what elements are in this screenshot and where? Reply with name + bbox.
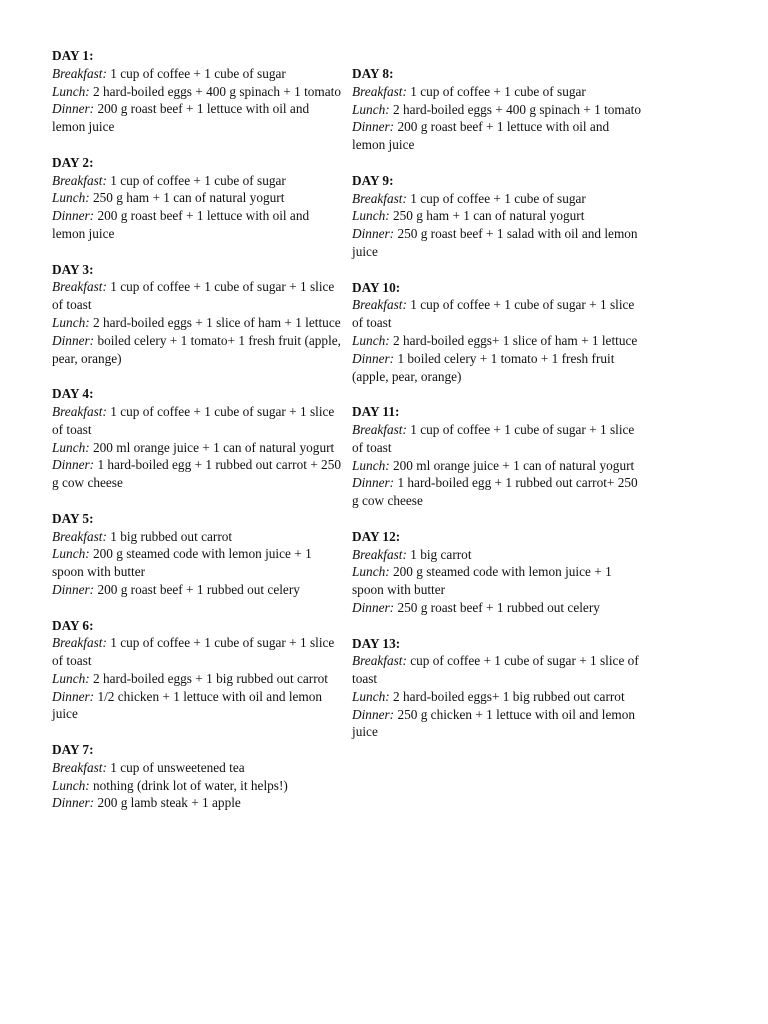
breakfast-text: 1 cup of coffee + 1 cube of sugar + 1 slice of toast bbox=[52, 279, 335, 313]
day-block bbox=[352, 528, 642, 617]
lunch-line bbox=[352, 101, 642, 119]
lunch-text: 250 g ham + 1 can of natural yogurt bbox=[93, 190, 285, 206]
dinner-label: Dinner: bbox=[352, 119, 395, 135]
dinner-label: Dinner: bbox=[52, 688, 95, 704]
dinner-text: 200 g lamb steak + 1 apple bbox=[97, 795, 241, 811]
lunch-line bbox=[352, 207, 642, 225]
lunch-label: Lunch: bbox=[352, 564, 390, 580]
day-title: DAY 12: bbox=[352, 528, 401, 544]
dinner-text: 250 g roast beef + 1 rubbed out celery bbox=[397, 599, 600, 615]
breakfast-line bbox=[352, 190, 642, 208]
lunch-label: Lunch: bbox=[352, 332, 390, 348]
dinner-text: 200 g roast beef + 1 rubbed out celery bbox=[97, 581, 300, 597]
breakfast-line bbox=[352, 546, 642, 564]
dinner-line bbox=[52, 688, 342, 724]
breakfast-label: Breakfast: bbox=[352, 83, 407, 99]
day-title: DAY 10: bbox=[352, 279, 401, 295]
day-title: DAY 9: bbox=[352, 172, 394, 188]
lunch-line bbox=[52, 189, 342, 207]
lunch-text: 2 hard-boiled eggs + 1 slice of ham + 1 lettuce bbox=[93, 314, 341, 330]
breakfast-line bbox=[52, 65, 342, 83]
dinner-line bbox=[52, 456, 342, 492]
lunch-text: nothing (drink lot of water, it helps!) bbox=[93, 777, 288, 793]
lunch-text: 200 ml orange juice + 1 can of natural yogurt bbox=[93, 439, 335, 455]
lunch-line bbox=[352, 563, 642, 599]
lunch-text: 2 hard-boiled eggs+ 1 big rubbed out carrot bbox=[393, 688, 625, 704]
day-block bbox=[352, 172, 642, 261]
breakfast-label: Breakfast: bbox=[52, 65, 107, 81]
breakfast-text: 1 cup of coffee + 1 cube of sugar + 1 slice of toast bbox=[352, 421, 635, 455]
dinner-text: 200 g roast beef + 1 lettuce with oil and lemon juice bbox=[52, 101, 310, 135]
breakfast-text: cup of coffee + 1 cube of sugar + 1 slice of toast bbox=[352, 653, 639, 687]
dinner-label: Dinner: bbox=[352, 706, 395, 722]
lunch-label: Lunch: bbox=[52, 546, 90, 562]
lunch-text: 200 g steamed code with lemon juice + 1 spoon with butter bbox=[352, 564, 612, 598]
lunch-label: Lunch: bbox=[352, 208, 390, 224]
lunch-line bbox=[52, 777, 342, 795]
lunch-line bbox=[352, 457, 642, 475]
dinner-label: Dinner: bbox=[52, 795, 95, 811]
day-title: DAY 2: bbox=[52, 154, 94, 170]
breakfast-text: 1 big rubbed out carrot bbox=[110, 528, 233, 544]
day-title: DAY 1: bbox=[52, 48, 94, 63]
right-column bbox=[352, 0, 642, 759]
dinner-label: Dinner: bbox=[52, 581, 95, 597]
day-title: DAY 4: bbox=[52, 386, 94, 402]
day-block bbox=[352, 635, 642, 742]
breakfast-label: Breakfast: bbox=[52, 635, 107, 651]
day-block bbox=[52, 154, 342, 243]
dinner-text: 250 g roast beef + 1 salad with oil and lemon juice bbox=[352, 226, 638, 259]
dinner-text: boiled celery + 1 tomato+ 1 fresh fruit (apple, pear, orange) bbox=[52, 332, 341, 366]
lunch-label: Lunch: bbox=[52, 314, 90, 330]
breakfast-label: Breakfast: bbox=[352, 653, 407, 669]
breakfast-label: Breakfast: bbox=[52, 403, 107, 419]
dinner-line bbox=[52, 794, 342, 812]
left-column bbox=[52, 0, 342, 830]
dinner-text: 1 hard-boiled egg + 1 rubbed out carrot+ 250 g cow cheese bbox=[352, 475, 638, 509]
day-title: DAY 7: bbox=[52, 742, 94, 758]
dinner-text: 1/2 chicken + 1 lettuce with oil and lemon juice bbox=[52, 688, 323, 722]
breakfast-text: 1 cup of unsweetened tea bbox=[110, 759, 245, 775]
dinner-text: 1 boiled celery + 1 tomato + 1 fresh fruit (apple, pear, orange) bbox=[352, 350, 615, 384]
day-title: DAY 11: bbox=[352, 404, 400, 420]
lunch-label: Lunch: bbox=[52, 777, 90, 793]
breakfast-line bbox=[352, 296, 642, 332]
breakfast-text: 1 cup of coffee + 1 cube of sugar + 1 slice of toast bbox=[352, 297, 635, 331]
breakfast-line bbox=[52, 759, 342, 777]
dinner-label: Dinner: bbox=[352, 475, 395, 491]
day-block bbox=[52, 617, 342, 724]
breakfast-label: Breakfast: bbox=[352, 421, 407, 437]
breakfast-line bbox=[52, 172, 342, 190]
breakfast-text: 1 cup of coffee + 1 cube of sugar bbox=[110, 172, 286, 188]
day-title: DAY 8: bbox=[352, 66, 394, 81]
lunch-label: Lunch: bbox=[52, 190, 90, 206]
lunch-text: 200 g steamed code with lemon juice + 1 spoon with butter bbox=[52, 546, 312, 580]
dinner-line bbox=[352, 706, 642, 742]
dinner-line bbox=[352, 118, 642, 154]
dinner-label: Dinner: bbox=[352, 350, 395, 366]
day-block bbox=[352, 65, 642, 154]
dinner-line bbox=[352, 474, 642, 510]
day-block bbox=[52, 510, 342, 599]
breakfast-text: 1 cup of coffee + 1 cube of sugar + 1 slice of toast bbox=[52, 635, 335, 669]
breakfast-line bbox=[352, 652, 642, 688]
breakfast-label: Breakfast: bbox=[352, 546, 407, 562]
dinner-text: 1 hard-boiled egg + 1 rubbed out carrot + 250 g cow cheese bbox=[52, 457, 342, 491]
day-title: DAY 5: bbox=[52, 510, 94, 526]
dinner-line bbox=[52, 581, 342, 599]
lunch-label: Lunch: bbox=[52, 83, 90, 99]
breakfast-label: Breakfast: bbox=[52, 528, 107, 544]
breakfast-text: 1 cup of coffee + 1 cube of sugar bbox=[110, 65, 286, 81]
day-title: DAY 3: bbox=[52, 261, 94, 277]
breakfast-text: 1 cup of coffee + 1 cube of sugar bbox=[410, 190, 586, 206]
lunch-line bbox=[352, 688, 642, 706]
lunch-text: 2 hard-boiled eggs + 1 big rubbed out carrot bbox=[93, 670, 328, 686]
dinner-line bbox=[352, 350, 642, 386]
lunch-text: 250 g ham + 1 can of natural yogurt bbox=[393, 208, 585, 224]
dinner-label: Dinner: bbox=[352, 226, 395, 242]
breakfast-label: Breakfast: bbox=[352, 190, 407, 206]
breakfast-label: Breakfast: bbox=[52, 759, 107, 775]
dinner-label: Dinner: bbox=[52, 332, 95, 348]
dinner-line bbox=[52, 207, 342, 243]
dinner-line bbox=[352, 599, 642, 617]
lunch-line bbox=[52, 83, 342, 101]
breakfast-text: 1 cup of coffee + 1 cube of sugar + 1 slice of toast bbox=[52, 403, 335, 437]
lunch-line bbox=[52, 545, 342, 581]
breakfast-text: 1 cup of coffee + 1 cube of sugar bbox=[410, 83, 586, 99]
lunch-line bbox=[52, 314, 342, 332]
dinner-label: Dinner: bbox=[352, 599, 395, 615]
lunch-label: Lunch: bbox=[52, 670, 90, 686]
lunch-line bbox=[52, 670, 342, 688]
dinner-text: 200 g roast beef + 1 lettuce with oil and lemon juice bbox=[352, 119, 610, 153]
breakfast-line bbox=[352, 421, 642, 457]
day-block bbox=[352, 403, 642, 510]
lunch-label: Lunch: bbox=[52, 439, 90, 455]
day-block bbox=[52, 47, 342, 136]
breakfast-text: 1 big carrot bbox=[410, 546, 472, 562]
day-block bbox=[52, 741, 342, 812]
dinner-label: Dinner: bbox=[52, 208, 95, 224]
lunch-text: 2 hard-boiled eggs+ 1 slice of ham + 1 lettuce bbox=[393, 332, 638, 348]
breakfast-line bbox=[52, 278, 342, 314]
breakfast-line bbox=[52, 634, 342, 670]
lunch-label: Lunch: bbox=[352, 457, 390, 473]
breakfast-label: Breakfast: bbox=[352, 297, 407, 313]
breakfast-line bbox=[352, 83, 642, 101]
breakfast-line bbox=[52, 528, 342, 546]
dinner-label: Dinner: bbox=[52, 101, 95, 117]
lunch-line bbox=[52, 439, 342, 457]
day-block bbox=[52, 261, 342, 368]
breakfast-line bbox=[52, 403, 342, 439]
breakfast-label: Breakfast: bbox=[52, 279, 107, 295]
day-title: DAY 6: bbox=[52, 617, 94, 633]
dinner-line bbox=[352, 225, 642, 261]
day-block bbox=[52, 385, 342, 492]
lunch-line bbox=[352, 332, 642, 350]
dinner-line bbox=[52, 332, 342, 368]
day-title: DAY 13: bbox=[352, 635, 401, 651]
lunch-text: 2 hard-boiled eggs + 400 g spinach + 1 tomato bbox=[393, 101, 642, 117]
lunch-text: 200 ml orange juice + 1 can of natural yogurt bbox=[393, 457, 635, 473]
breakfast-label: Breakfast: bbox=[52, 172, 107, 188]
lunch-label: Lunch: bbox=[352, 688, 390, 704]
dinner-label: Dinner: bbox=[52, 457, 95, 473]
day-block bbox=[352, 279, 642, 386]
lunch-text: 2 hard-boiled eggs + 400 g spinach + 1 tomato bbox=[93, 83, 342, 99]
dinner-text: 200 g roast beef + 1 lettuce with oil and lemon juice bbox=[52, 208, 310, 241]
dinner-line bbox=[52, 100, 342, 136]
lunch-label: Lunch: bbox=[352, 101, 390, 117]
dinner-text: 250 g chicken + 1 lettuce with oil and lemon juice bbox=[352, 706, 635, 740]
